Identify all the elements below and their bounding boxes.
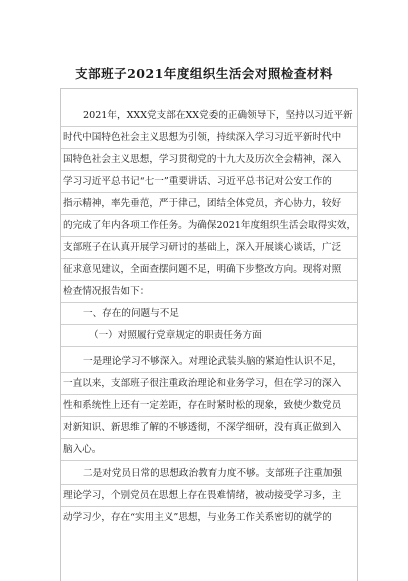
paragraph-line: 对新知识、新思维了解的不够透彻，不深学细研，没有真正做到入 [61, 417, 357, 439]
paragraph-line: 的完成了年内各项工作任务。为确保2021年度组织生活会取得实效， [61, 215, 357, 237]
paragraph-line: 2021年，XXX党支部在XX党委的正确领导下，坚持以习近平新 [61, 105, 357, 127]
paragraph-line: 国特色社会主义思想，学习贯彻党的十九大及历次全会精神，深入 [61, 149, 357, 171]
paragraph-line: 一直以来，支部班子很注重政治理论和业务学习，但在学习的深入 [61, 373, 357, 395]
paragraph-line: 动学习少，存在“实用主义”思想，与业务工作关系密切的就学的 [63, 512, 332, 523]
paragraph-line: 支部班子在认真开展学习研讨的基础上，深入开展谈心谈话，广泛 [61, 237, 357, 259]
paragraph-line: 二是对党员日常的思想政治教育力度不够。支部班子注重加强 [61, 463, 357, 485]
paragraph-line: 性和系统性上还有一定差距，存在时紧时松的现象，致使少数党员 [61, 395, 357, 417]
paragraph-line: 学习习近平总书记“七一”重要讲话、习近平总书记对公安工作的 [61, 171, 357, 193]
paragraph-line: 检查情况报告如下： [61, 281, 357, 303]
subsection-heading: （一）对照履行党章规定的职责任务方面 [61, 325, 357, 347]
document-body [60, 88, 358, 581]
document-title: 支部班子2021年度组织生活会对照检查材料 [75, 66, 333, 81]
paragraph-line: 脑入心。 [61, 439, 357, 461]
paragraph-line: 一是理论学习不够深入。对理论武装头脑的紧迫性认识不足， [61, 351, 357, 373]
paragraph-line: 征求意见建议，全面查摆问题不足，明确下步整改方向。现将对照 [61, 259, 357, 281]
paragraph-line: 时代中国特色社会主义思想为引领，持续深入学习习近平新时代中 [61, 127, 357, 149]
section-heading: 一、存在的问题与不足 [61, 303, 357, 325]
paragraph-line: 指示精神，率先垂范，严于律己，团结全体党员，齐心协力，较好 [61, 193, 357, 215]
paragraph-line: 理论学习，个别党员在思想上存在畏难情绪，被动接受学习多，主 [61, 485, 357, 507]
